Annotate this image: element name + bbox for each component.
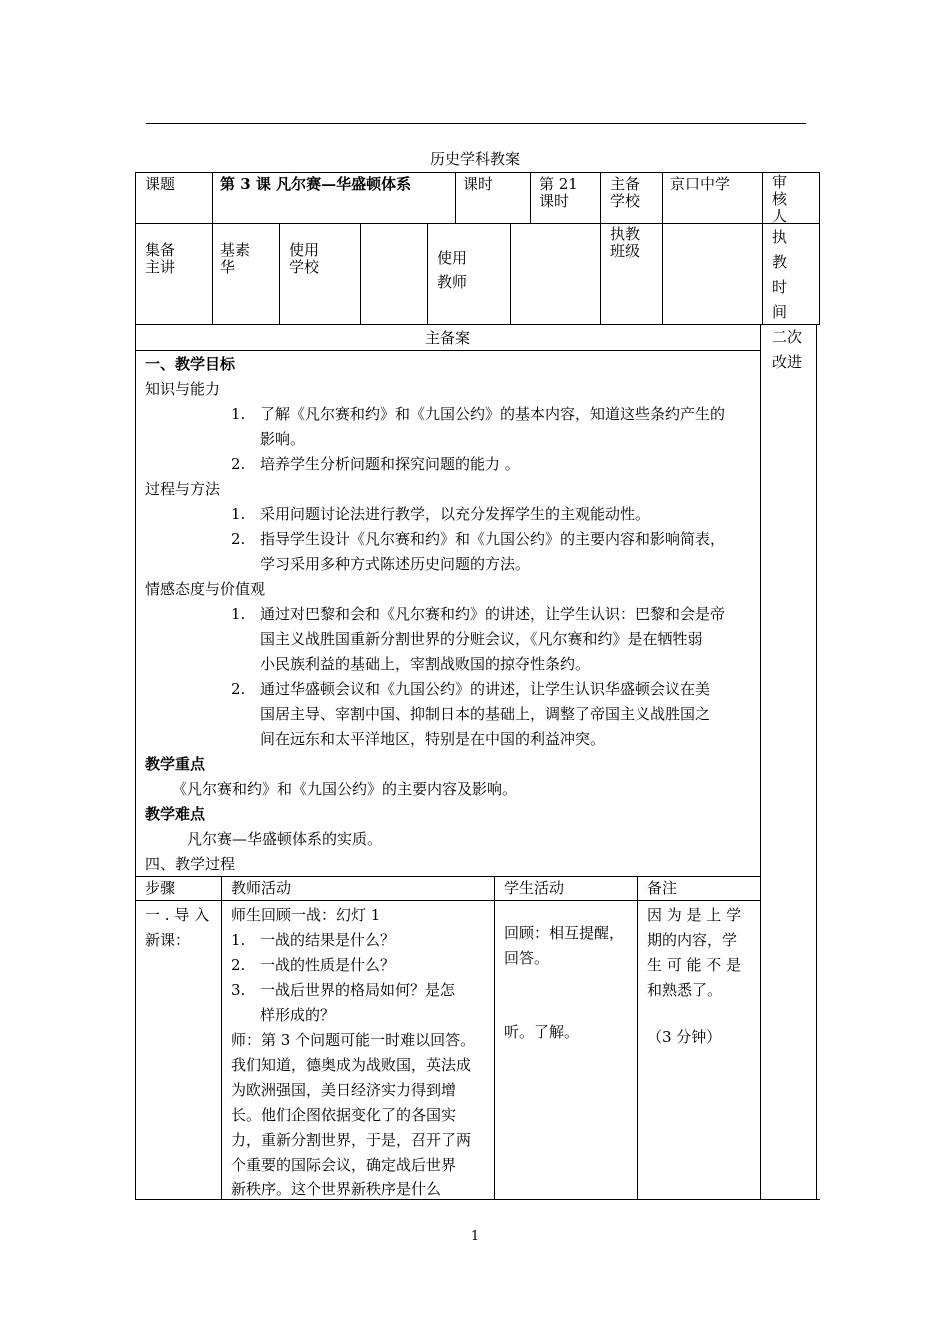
process-method-title: 过程与方法 (145, 480, 221, 498)
lecturer-name-2: 华 (220, 258, 236, 276)
label-lead-school-2: 学校 (610, 192, 641, 210)
col-header-step: 步骤 (145, 879, 176, 897)
student-activity-line-1: 回顾：相互提醒， (504, 924, 625, 942)
notes-line-2: 期的内容，学 (647, 931, 738, 949)
step-cell-line-2: 新课： (145, 931, 191, 949)
col-header-teacher: 教师活动 (231, 879, 292, 897)
teacher-para-line-7: 新秩序。这个世界新秩序是什么 (231, 1180, 442, 1198)
label-group-lecturer-1: 集备 (145, 241, 176, 259)
label-reviewer-3: 人 (772, 207, 788, 225)
col-header-notes: 备注 (647, 879, 678, 897)
teacher-para-line-1: 师：第 3 个问题可能一时难以回答。 (231, 1031, 476, 1049)
key-points-title: 教学重点 (145, 755, 206, 773)
label-group-lecturer-2: 主讲 (145, 258, 176, 276)
second-revision-heading-2: 改进 (772, 353, 803, 371)
difficult-points-title: 教学难点 (145, 805, 206, 823)
label-class-2: 班级 (610, 242, 641, 260)
period-value-1: 第 21 (539, 175, 578, 193)
page-number: 1 (470, 1229, 480, 1244)
student-activity-line-2: 回答。 (504, 949, 550, 967)
label-teaching-time-2: 教 (772, 253, 788, 271)
document-title: 历史学科教案 (429, 150, 520, 168)
student-activity-line-3: 听。了解。 (504, 1023, 580, 1041)
label-teaching-time-1: 执 (772, 228, 788, 246)
teacher-para-line-6: 个重要的国际会议，确定战后世界 (231, 1156, 457, 1174)
label-using-school-1: 使用 (289, 241, 320, 259)
teacher-para-line-3: 为欧洲强国，美日经济实力得到增 (231, 1081, 457, 1099)
step-cell-line-1: 一 . 导 入 (145, 906, 210, 924)
lecturer-name-1: 基素 (220, 241, 251, 259)
label-using-school-2: 学校 (289, 258, 320, 276)
label-topic: 课题 (145, 175, 176, 193)
period-value-2: 课时 (539, 192, 570, 210)
notes-line-4: 和熟悉了。 (647, 981, 723, 999)
notes-line-3: 生 可 能 不 是 (647, 956, 742, 974)
teacher-para-line-4: 长。他们企图依据变化了的各国实 (231, 1106, 457, 1124)
label-reviewer-2: 核 (772, 190, 788, 208)
teacher-para-line-2: 我们知道，德奥成为战败国，英法成 (231, 1056, 472, 1074)
label-using-teacher-1: 使用 (437, 249, 468, 267)
key-points-text: 《凡尔赛和约》和《九国公约》的主要内容及影响。 (172, 780, 518, 798)
label-period: 课时 (463, 175, 494, 193)
teacher-intro: 师生回顾一战：幻灯 1 (231, 906, 381, 924)
section-teaching-objectives: 一、教学目标 (145, 355, 236, 373)
label-lead-school-1: 主备 (610, 175, 641, 193)
second-revision-heading-1: 二次 (772, 328, 803, 346)
label-class-1: 执教 (610, 225, 641, 243)
section-teaching-process: 四、教学过程 (145, 855, 236, 873)
lead-school-value: 京口中学 (670, 175, 731, 193)
label-teaching-time-3: 时 (772, 278, 788, 296)
label-using-teacher-2: 教师 (437, 273, 468, 291)
label-reviewer-1: 审 (772, 173, 788, 191)
col-header-student: 学生活动 (504, 879, 565, 897)
header-rule (146, 123, 806, 124)
lesson-title: 第 3 课 凡尔赛—华盛顿体系 (220, 175, 412, 193)
difficult-points-text: 凡尔赛—华盛顿体系的实质。 (187, 830, 383, 848)
teacher-para-line-5: 力，重新分割世界，于是，召开了两 (231, 1131, 472, 1149)
knowledge-ability-title: 知识与能力 (145, 380, 221, 398)
notes-line-5: （3 分钟） (647, 1028, 722, 1046)
label-teaching-time-4: 间 (772, 303, 788, 321)
emotion-values-title: 情感态度与价值观 (145, 580, 266, 598)
notes-line-1: 因 为 是 上 学 (647, 906, 742, 924)
main-plan-heading: 主备案 (424, 329, 470, 347)
